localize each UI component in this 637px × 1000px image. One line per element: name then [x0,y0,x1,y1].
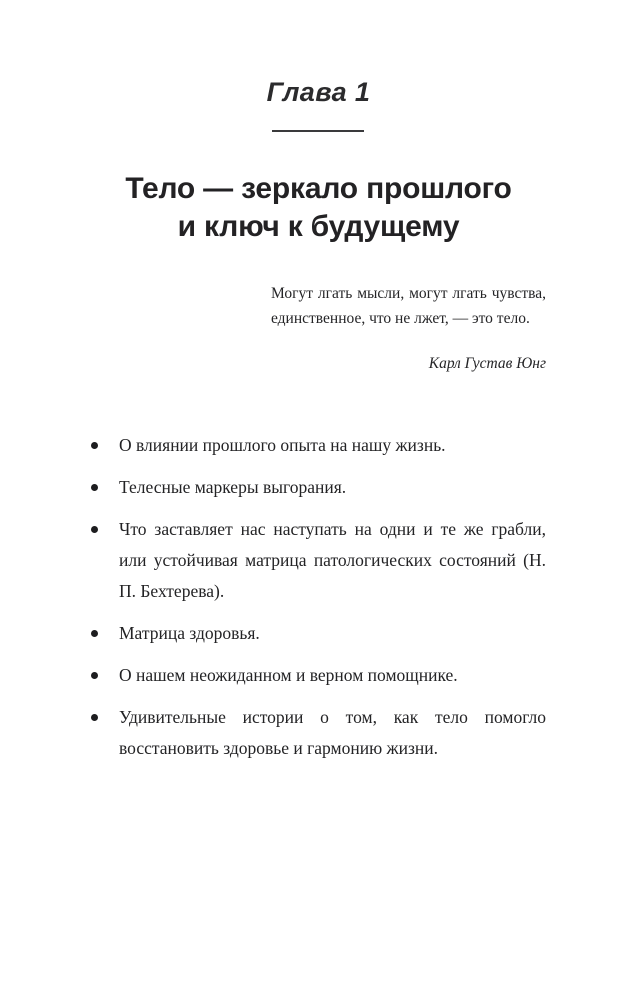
list-item [88,430,546,461]
chapter-label: Глава 1 [266,77,371,107]
list-item-text: О нашем неожиданном и верном помощнике. [119,665,458,685]
bullet-icon [91,484,98,491]
bullet-icon [91,442,98,449]
list-item [88,618,546,649]
chapter-contents-list [88,430,546,764]
chapter-divider-rule [272,130,364,132]
list-item-text: Что заставляет нас наступать на одни и те же грабли, или устойчивая матрица патологических состояний (Н. П. Бехтерева). [119,519,546,601]
epigraph-attribution: Карл Густав Юнг [428,355,546,372]
bullet-icon [91,526,98,533]
bullet-icon [91,714,98,721]
epigraph-quote: Могут лгать мысли, могут лгать чувства, единственное, что не лжет, — это тело. [271,285,546,327]
chapter-title-line-1: Тело — зеркало прошлого [125,172,512,206]
list-item [88,514,546,607]
bullet-icon [91,672,98,679]
bullet-icon [91,630,98,637]
list-item [88,702,546,764]
list-item [88,660,546,691]
list-item-text: Телесные маркеры выгорания. [119,477,347,497]
list-item-text: Удивительные истории о том, как тело помогло восстановить здоровье и гармонию жизни. [119,707,546,758]
list-item-text: О влиянии прошлого опыта на нашу жизнь. [119,435,446,455]
list-item [88,472,546,503]
epigraph-block [271,282,546,375]
list-item-text: Матрица здоровья. [119,623,260,643]
chapter-title [58,170,579,246]
chapter-title-line-2: и ключ к будущему [177,210,460,244]
